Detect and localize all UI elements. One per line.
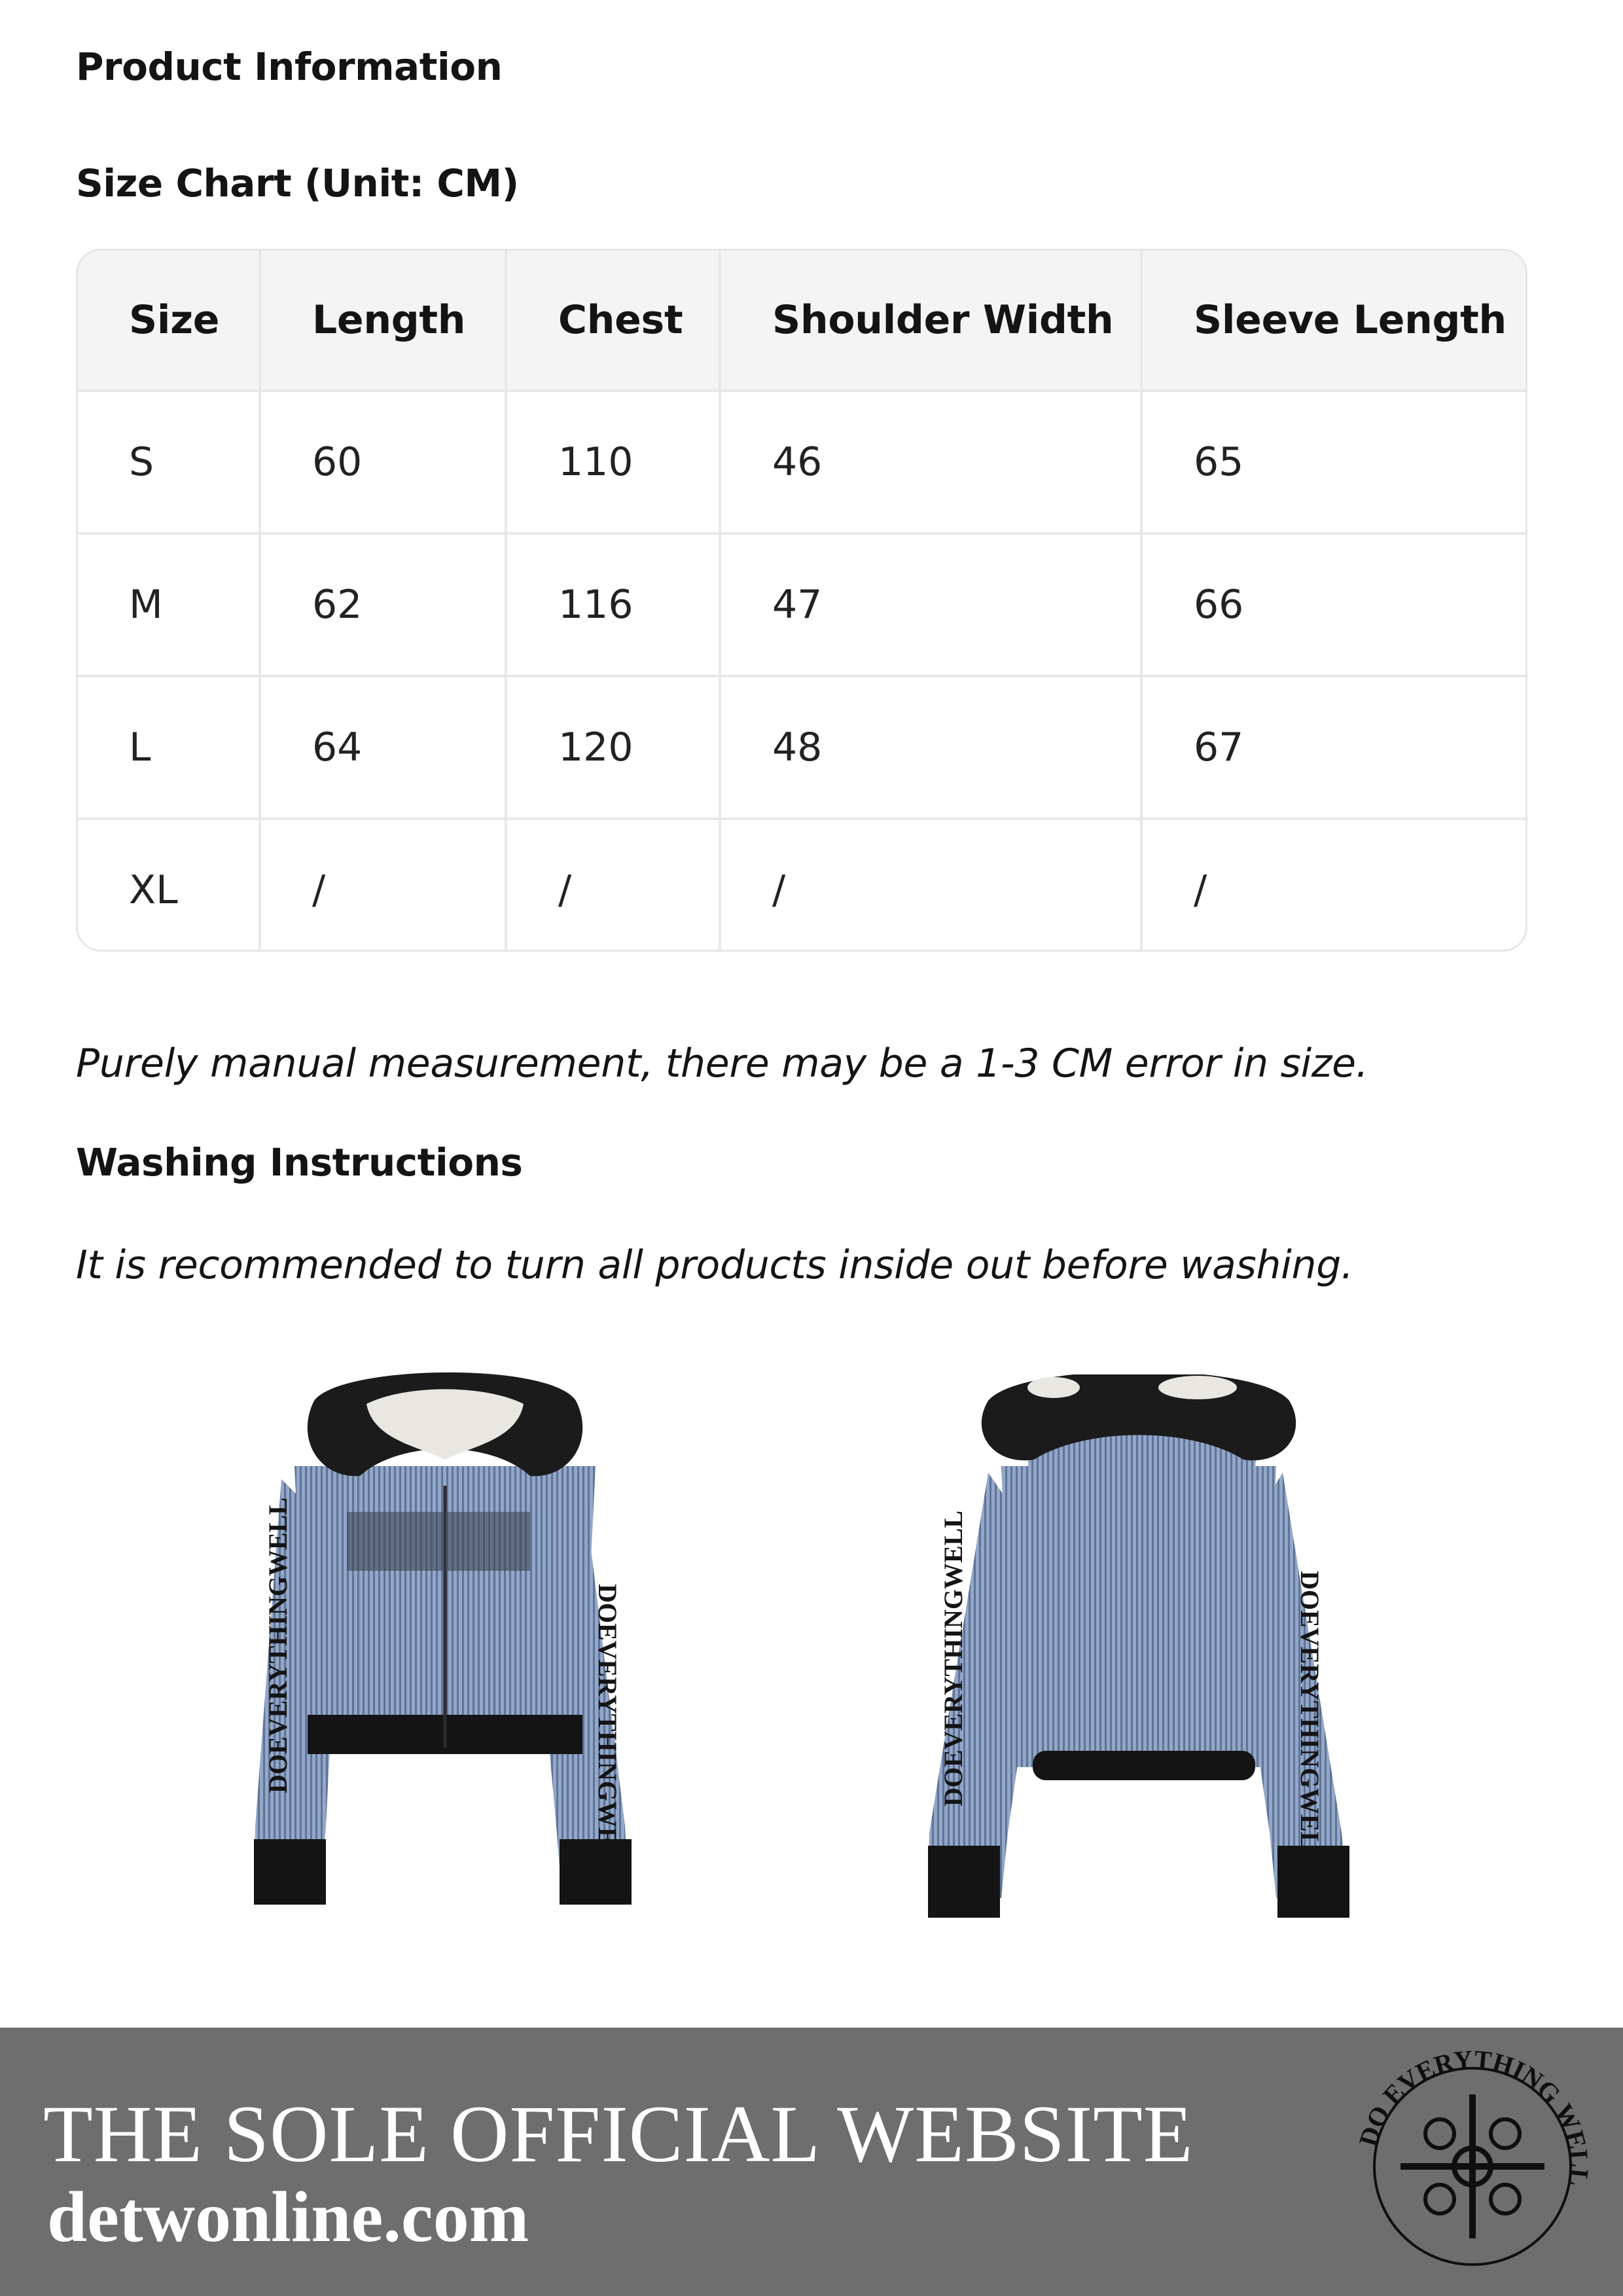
table-header-row	[78, 251, 1527, 391]
size-chart-heading: Size Chart (Unit: CM)	[76, 161, 519, 206]
table-cell: 65	[1141, 391, 1527, 533]
table-cell: /	[506, 819, 720, 952]
table-cell: L	[78, 676, 260, 819]
table-cell: 110	[506, 391, 720, 533]
size-chart-table	[76, 249, 1527, 952]
header-chest: Chest	[506, 251, 720, 391]
website-url: detwonline.com	[47, 2177, 529, 2257]
measurement-note: Purely manual measurement, there may be a 1-3 CM error in size.	[76, 1041, 1368, 1086]
table-row	[78, 819, 1527, 952]
table-cell: 60	[260, 391, 506, 533]
header-sleeve-length: Sleeve Length	[1141, 251, 1527, 391]
table-cell: M	[78, 533, 260, 676]
footer-banner	[0, 2028, 1623, 2296]
table-cell: 46	[720, 391, 1141, 533]
table-cell: /	[1194, 867, 1207, 913]
table-cell: 47	[720, 533, 1141, 676]
table-row	[78, 391, 1527, 533]
logo-text: DO EVERYTHING WELL	[1353, 2044, 1595, 2188]
header-shoulder-width: Shoulder Width	[720, 251, 1141, 391]
sleeve-text-left: DOEVERYTHINGWELL	[263, 1497, 293, 1793]
sleeve-text-left: DOEVERYTHINGWELL	[938, 1510, 968, 1806]
washing-instructions-heading: Washing Instructions	[76, 1140, 523, 1185]
table-cell: 116	[506, 533, 720, 676]
table-cell: /	[260, 819, 506, 952]
table-cell: S	[78, 391, 260, 533]
table-cell: /	[720, 819, 1141, 952]
sleeve-text-right: DOEVERYTHINGWELL	[593, 1584, 622, 1880]
footer-title: THE SOLE OFFICIAL WEBSITE	[43, 2089, 1194, 2179]
table-cell: 67	[1141, 676, 1527, 819]
sleeve-text-right: DOEVERYTHINGWELL	[1295, 1571, 1325, 1867]
product-information-heading: Product Information	[76, 45, 503, 89]
header-length: Length	[260, 251, 506, 391]
washing-note: It is recommended to turn all products inside out before washing.	[76, 1242, 1353, 1288]
table-row	[78, 676, 1527, 819]
table-cell: 64	[260, 676, 506, 819]
table-cell: 66	[1141, 533, 1527, 676]
jacket-front-image	[242, 1368, 648, 1937]
jacket-back-image	[916, 1374, 1361, 1937]
table-cell: 120	[506, 676, 720, 819]
table-cell: 48	[720, 676, 1141, 819]
brand-logo-icon	[1335, 2042, 1610, 2291]
table-row	[78, 533, 1527, 676]
table-cell: 62	[260, 533, 506, 676]
header-size: Size	[78, 251, 260, 391]
table-cell: XL	[78, 819, 260, 952]
